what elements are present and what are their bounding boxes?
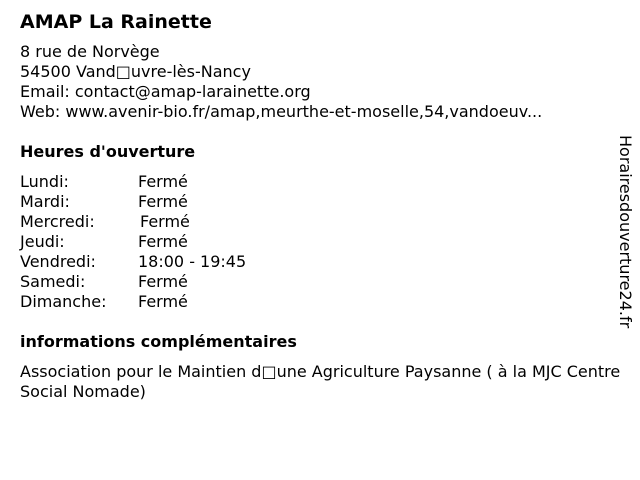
day-value: Fermé xyxy=(140,212,190,231)
hours-row-monday xyxy=(20,172,610,192)
day-label: Jeudi: xyxy=(20,232,65,251)
day-label: Vendredi: xyxy=(20,252,96,271)
day-value: Fermé xyxy=(138,292,188,311)
day-label: Lundi: xyxy=(20,172,69,191)
hours-row-tuesday xyxy=(20,192,610,212)
day-value: 18:00 - 19:45 xyxy=(138,252,247,271)
site-watermark: Horairesdouverture24.fr xyxy=(616,135,635,329)
address-line-2: 54500 Vand□uvre-lès-Nancy xyxy=(20,62,251,81)
info-text: Association pour le Maintien d□une Agriculture Paysanne ( à la MJC Centre Social Nomade) xyxy=(20,362,621,401)
info-heading: informations complémentaires xyxy=(20,332,297,351)
day-label: Dimanche: xyxy=(20,292,107,311)
day-label: Mardi: xyxy=(20,192,70,211)
address-line-1: 8 rue de Norvège xyxy=(20,42,160,61)
hours-heading: Heures d'ouverture xyxy=(20,142,196,161)
hours-row-saturday xyxy=(20,272,610,292)
business-name: AMAP La Rainette xyxy=(20,11,212,33)
day-label: Mercredi: xyxy=(20,212,95,231)
web-line[interactable]: Web: www.avenir-bio.fr/amap,meurthe-et-moselle,54,vandoeuv... xyxy=(20,102,543,121)
day-value: Fermé xyxy=(138,192,188,211)
hours-row-wednesday xyxy=(20,212,610,232)
email-line[interactable]: Email: contact@amap-larainette.org xyxy=(20,82,311,101)
day-value: Fermé xyxy=(138,272,188,291)
hours-row-sunday xyxy=(20,292,610,312)
day-label: Samedi: xyxy=(20,272,86,291)
hours-row-thursday xyxy=(20,232,610,252)
business-card xyxy=(20,10,621,402)
day-value: Fermé xyxy=(138,232,188,251)
day-value: Fermé xyxy=(138,172,188,191)
hours-row-friday xyxy=(20,252,610,272)
